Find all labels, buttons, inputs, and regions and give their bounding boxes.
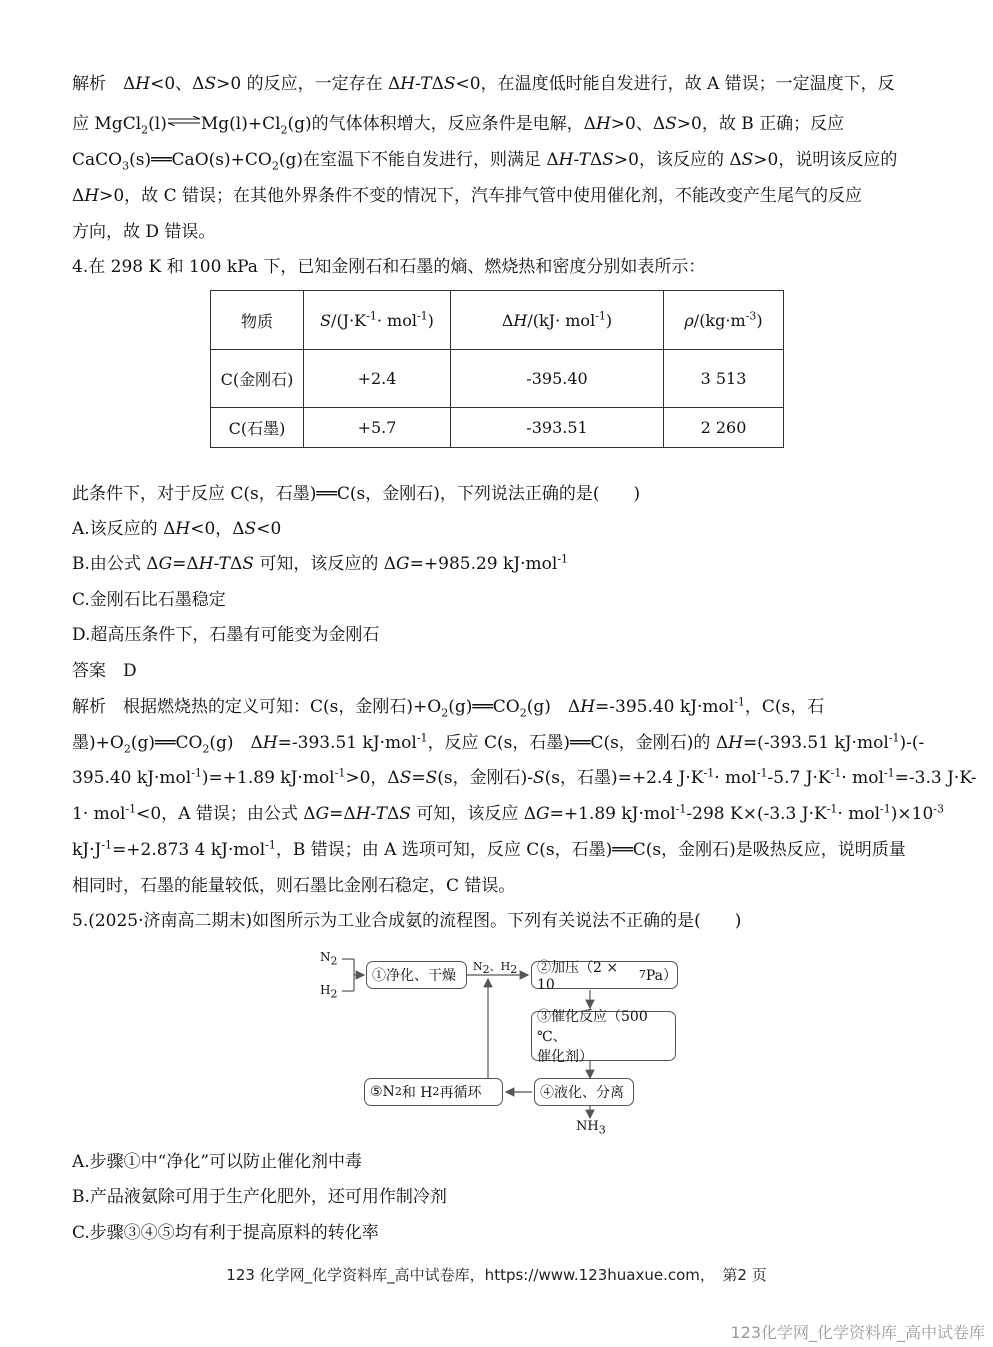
header-density: $\rho/(kg\cdot m^{-3})$ (664, 291, 784, 350)
header-substance: 物质 (211, 291, 304, 350)
table-row (211, 350, 784, 408)
q5-option-b: B.产品液氨除可用于生产化肥外，还可用作制冷剂 (72, 1187, 447, 1207)
step1-purify-dry-box: ①净化、干燥 (366, 961, 467, 989)
step2-pressurize-box: ②加压（2 × 10 7 Pa） (531, 961, 678, 989)
analysis2-line1: 解析 根据燃烧热的定义可知：C(s，金刚石)$+O_2(g)══CO_2(g)$ ΔH=-395.40 kJ·mol$^{-1}$，C(s，石 (72, 695, 825, 720)
page-footer: 123 化学网_化学资料库_高中试卷库，https://www.123huaxue.com， 第2 页 (226, 1266, 767, 1284)
analysis1-line3: $CaCO_3(s)══CaO(s)+CO_2(g)$在室温下不能自发进行，则满足 ΔH-TΔS>0，该反应的 ΔS>0，说明该反应的 (72, 150, 898, 173)
analysis2-line5: $kJ\cdot J^{-1}=+2.873$ 4 kJ·mol$^{-1}$，B 错误；由 A 选项可知，反应 C(s，石墨)══C(s，金刚石)是吸热反应，说明质量 (72, 838, 906, 860)
q4-answer: 答案 D (72, 661, 137, 681)
q4-option-d: D.超高压条件下，石墨有可能变为金刚石 (72, 625, 380, 645)
cell-density: 2 260 (664, 408, 784, 448)
analysis1-line2: 应 MgCl$_2$(l) $Mg(l)+Cl_2(g)$的气体体积增大，反应条件是电解，ΔH>0、ΔS>0，故 B 正确；反应 (72, 114, 845, 137)
q4-question: 此条件下，对于反应 C(s，石墨)══C(s，金刚石)，下列说法正确的是( ) (72, 484, 641, 504)
label-n2: $N_2$ (320, 950, 338, 968)
cell-enthalpy: -393.51 (451, 408, 664, 448)
step4-liquefy-separate-box: ④液化、分离 (534, 1078, 634, 1106)
q4-option-a: A.该反应的 ΔH<0，ΔS<0 (72, 519, 282, 539)
step5-recycle-box: ⑤N 2 和 H 2 再循环 (364, 1078, 503, 1106)
data-table (210, 290, 784, 448)
analysis2-line6: 相同时，石墨的能量较低，则石墨比金刚石稳定，C 错误。 (72, 876, 516, 896)
q5-option-c: C.步骤③④⑤均有利于提高原料的转化率 (72, 1223, 379, 1243)
analysis1-line5: 方向，故 D 错误。 (72, 222, 216, 242)
table-row (211, 408, 784, 448)
cell-substance: C(金刚石) (211, 350, 304, 408)
analysis2-line4: 1· mol$^{-1}$<0，A 错误；由公式 ΔG=ΔH-TΔS 可知，该反应 ΔG=+1.89 kJ·mol$^{-1}$-298 K×(-3.3 $J\cdot K^{-1}\cdot mol^{-1})\times 10^{-3}$ (72, 802, 944, 824)
q4-option-c: C.金刚石比石墨稳定 (72, 590, 226, 610)
cell-density: 3 513 (664, 350, 784, 408)
cell-entropy: +2.4 (304, 350, 451, 408)
cell-entropy: +5.7 (304, 408, 451, 448)
q4-stem: 4.在 298 K 和 100 kPa 下，已知金刚石和石墨的熵、燃烧热和密度分别如表所示： (72, 257, 706, 277)
analysis2-line3: 395.40 kJ·mol$^{-1}$)=+1.89 kJ·mol$^{-1}$>0，ΔS=S(s，金刚石)-S(s，石墨)=+2.4 $J\cdot K^{-1}\cdot mol^{-1}-5.7$ $J\cdot K^{-1}\cdot mol^{-1}=-3.3$ J·K- (72, 766, 977, 788)
q5-option-a: A.步骤①中“净化”可以防止催化剂中毒 (72, 1152, 363, 1172)
label-h2: $H_2$ (320, 983, 338, 1001)
label-n2-h2: $N_2$、$H_2$ (473, 960, 518, 977)
analysis1-line1: 解析 ΔH<0、ΔS>0 的反应，一定存在 ΔH-TΔS<0，在温度低时能自发进行，故 A 错误；一定温度下，反 (72, 74, 895, 94)
q5-stem: 5.(2025·济南高二期末)如图所示为工业合成氨的流程图。下列有关说法不正确的是( ) (72, 911, 742, 931)
equilibrium-arrow-icon (167, 116, 201, 126)
watermark: 123化学网_化学资料库_高中试卷库 (730, 1323, 985, 1342)
table-header-row (211, 291, 784, 350)
cell-substance: C(石墨) (211, 408, 304, 448)
header-entropy: $S/(J\cdot K^{-1}\cdot mol^{-1})$ (304, 291, 451, 350)
header-enthalpy: ΔH/(kJ· mol$^{-1}$) (451, 291, 664, 350)
step3-catalytic-reaction-box: ③催化反应（500 ℃、 催化剂） (531, 1011, 676, 1061)
analysis2-line2: 墨)$+O_2(g)══CO_2(g)$ ΔH=-393.51 kJ·mol$^{-1}$，反应 C(s，石墨)══C(s，金刚石)的 ΔH=(-393.51 kJ·mol$^{-1}$)-(- (72, 731, 925, 756)
analysis1-line4: ΔH>0，故 C 错误；在其他外界条件不变的情况下，汽车排气管中使用催化剂，不能改变产生尾气的反应 (72, 186, 862, 206)
q4-option-b: B.由公式 ΔG=ΔH-TΔS 可知，该反应的 ΔG=+985.29 kJ·mol$^{-1}$ (72, 552, 569, 574)
label-nh3: $NH_3$ (576, 1119, 606, 1137)
cell-enthalpy: -395.40 (451, 350, 664, 408)
